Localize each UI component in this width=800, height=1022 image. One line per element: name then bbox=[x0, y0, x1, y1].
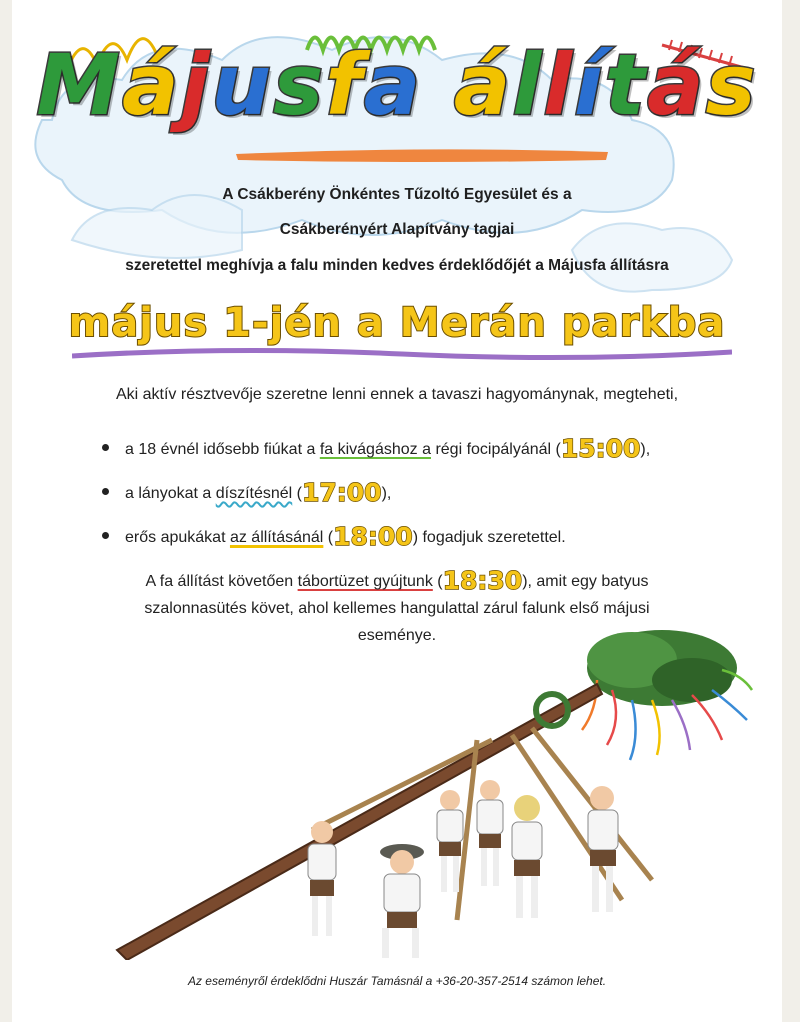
para-line-3: eseménye. bbox=[357, 627, 437, 644]
bullet-text: ), bbox=[381, 485, 392, 502]
bullet-girls bbox=[102, 478, 391, 507]
bullet-text: ), bbox=[640, 441, 651, 458]
intro-line-2: Csákberényért Alapítvány tagjai bbox=[279, 221, 515, 238]
para-line-2: szalonnasütés követ, ahol kellemes hangulattal zárul falunk első májusi bbox=[144, 600, 650, 617]
time-badge: 15:00 bbox=[560, 434, 641, 463]
title-letter: l bbox=[512, 36, 544, 134]
bullet-dot bbox=[102, 488, 109, 495]
maypole-illustration bbox=[12, 620, 782, 960]
title-letter: a bbox=[363, 36, 423, 134]
para-text: A fa állítást követően bbox=[145, 573, 298, 590]
bullet-dot bbox=[102, 532, 109, 539]
maypole-crown bbox=[582, 630, 752, 760]
title-letter: l bbox=[543, 36, 574, 134]
time-badge: 18:00 bbox=[333, 522, 413, 551]
bullet-text: régi focipályánál ( bbox=[431, 441, 561, 458]
title-letter: s bbox=[705, 36, 758, 134]
title-letter: j bbox=[180, 36, 212, 134]
poster bbox=[12, 0, 782, 1022]
bullet-text: a 18 évnél idősebb fiúkat a bbox=[125, 441, 320, 458]
lead-text: Aki aktív résztvevője szeretne lenni ennek a tavaszi hagyománynak, megteheti, bbox=[115, 386, 679, 403]
bullet-text: erős apukákat bbox=[125, 529, 230, 546]
title-letter: á bbox=[121, 36, 181, 134]
underlined-text: tábortüzet gyújtunk bbox=[297, 573, 433, 590]
title-letter: f bbox=[325, 36, 364, 134]
time-badge: 18:30 bbox=[442, 566, 523, 595]
para-line-1 bbox=[12, 566, 782, 595]
purple-ribbon bbox=[72, 346, 732, 366]
underlined-text: az állításánál bbox=[229, 529, 324, 546]
orange-brush-stroke bbox=[232, 144, 612, 166]
para-text: ), amit egy batyus bbox=[522, 573, 649, 590]
bullet-dads bbox=[102, 522, 566, 551]
bullet-text: ( bbox=[323, 529, 334, 546]
title-letter: M bbox=[36, 36, 122, 134]
title-letter: í bbox=[574, 36, 605, 134]
event-headline: május 1-jén a Merán parkba bbox=[68, 300, 726, 346]
title-letter: á bbox=[453, 36, 513, 134]
time-badge: 17:00 bbox=[302, 478, 382, 507]
underlined-text: díszítésnél bbox=[215, 485, 293, 502]
bullet-text: a lányokat a bbox=[125, 485, 216, 502]
intro-line-3: szeretettel meghívja a falu minden kedves érdeklődőjét a Májusfa állításra bbox=[125, 257, 669, 274]
contact-footer: Az eseményről érdeklődni Huszár Tamásnál a +36-20-357-2514 számon lehet. bbox=[187, 974, 607, 988]
title-letter: á bbox=[646, 36, 706, 134]
poster-title bbox=[12, 20, 782, 150]
bullet-text: ( bbox=[292, 485, 302, 502]
para-text: ( bbox=[432, 573, 443, 590]
bullet-text: ) fogadjuk szeretettel. bbox=[412, 529, 566, 546]
title-letter: u bbox=[211, 36, 274, 134]
intro-line-1: A Csákberény Önkéntes Tűzoltó Egyesület és a bbox=[222, 186, 572, 203]
underlined-text: fa kivágáshoz a bbox=[319, 441, 431, 458]
bullet-boys bbox=[102, 434, 650, 463]
title-letter bbox=[422, 20, 453, 150]
title-letter: s bbox=[273, 36, 326, 134]
bullet-dot bbox=[102, 444, 109, 451]
title-letter: t bbox=[604, 36, 647, 134]
